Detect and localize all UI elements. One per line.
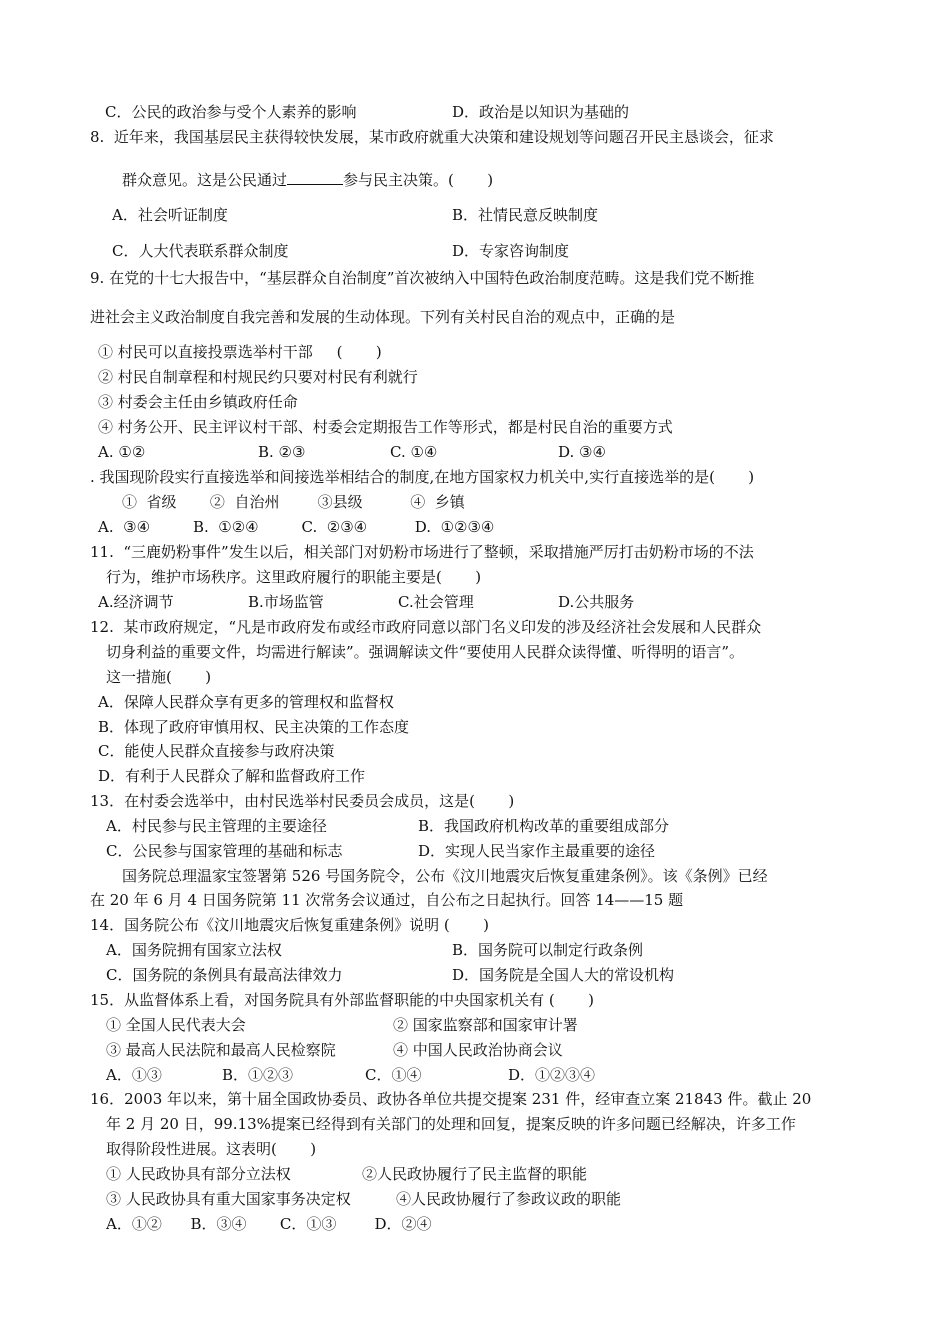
q12-stem-line1: 12. 某市政府规定，“凡是市政府发布或经市政府同意以部门名义印发的涉及经济社会发展和人民群众 xyxy=(90,618,762,636)
q9-item-3: ③ 村委会主任由乡镇政府任命 xyxy=(98,393,298,411)
passage-line2: 在 20 年 6 月 4 日国务院第 11 次常务会议通过，自公布之日起执行。回答 14——15 题 xyxy=(90,891,684,909)
q7-option-c: C．公民的政治参与受个人素养的影响 xyxy=(105,103,357,121)
q16-item-3: ③ 人民政协具有重大国家事务决定权 xyxy=(106,1190,351,1208)
q15-option-d: D．①②③④ xyxy=(508,1066,596,1084)
q13-option-a: A．村民参与民主管理的主要途径 xyxy=(106,817,327,835)
q9-stem-line2: 进社会主义政治制度自我完善和发展的生动体现。下列有关村民自治的观点中，正确的是 xyxy=(90,308,676,326)
q15-option-a: A．①③ xyxy=(106,1066,162,1084)
q8-answer-blank xyxy=(287,170,343,185)
q9-option-a: A. ①② xyxy=(98,443,146,461)
q11-option-c: C.社会管理 xyxy=(398,593,474,611)
q15-item-3: ③ 最高人民法院和最高人民检察院 xyxy=(106,1041,336,1059)
q13-option-d: D．实现人民当家作主最重要的途径 xyxy=(418,842,656,860)
q13-option-b: B．我国政府机构改革的重要组成部分 xyxy=(418,817,670,835)
q8-option-d: D．专家咨询制度 xyxy=(452,242,570,260)
q9-stem-line1: 9. 在党的十七大报告中，“基层群众自治制度”首次被纳入中国特色政治制度范畴。这是我们党不断推 xyxy=(90,269,755,287)
q8-stem-line2 xyxy=(122,170,493,190)
q15-option-c: C．①④ xyxy=(365,1066,422,1084)
q9-item-1: ① 村民可以直接投票选举村干部 ( ) xyxy=(98,343,382,361)
q14-stem: 14．国务院公布《汶川地震灾后恢复重建条例》说明 ( ) xyxy=(90,916,489,934)
q7-option-d: D．政治是以知识为基础的 xyxy=(452,103,630,121)
q16-item-4: ④人民政协履行了参政议政的职能 xyxy=(396,1190,622,1208)
q12-option-d: D．有利于人民群众了解和监督政府工作 xyxy=(98,767,366,785)
q11-stem-line2: 行为，维护市场秩序。这里政府履行的职能主要是( ) xyxy=(106,568,482,586)
q13-stem: 13．在村委会选举中，由村民选举村民委员会成员，这是( ) xyxy=(90,792,515,810)
q8-option-a: A．社会听证制度 xyxy=(112,206,228,224)
q11-stem-line1: 11. “三鹿奶粉事件”发生以后，相关部门对奶粉市场进行了整顿，采取措施严厉打击奶粉市场的不法 xyxy=(90,543,754,561)
q9-item-2: ② 村民自制章程和村规民约只要对村民有利就行 xyxy=(98,368,418,386)
q13-option-c: C．公民参与国家管理的基础和标志 xyxy=(106,842,343,860)
q16-stem-line2: 年 2 月 20 日，99.13%提案已经得到有关部门的处理和回复，提案反映的许多问题已经解决，许多工作 xyxy=(106,1115,796,1133)
q9-option-b: B. ②③ xyxy=(258,443,306,461)
q15-item-2: ② 国家监察部和国家审计署 xyxy=(393,1016,578,1034)
q16-stem-line3: 取得阶段性进展。这表明( ) xyxy=(106,1140,317,1158)
q10-items: ① 省级 ② 自治州 ③县级 ④ 乡镇 xyxy=(122,493,465,511)
q8-stem-part2: 参与民主决策。( ) xyxy=(343,171,494,189)
q9-option-d: D. ③④ xyxy=(558,443,606,461)
q14-option-c: C．国务院的条例具有最高法律效力 xyxy=(106,966,343,984)
q11-option-a: A.经济调节 xyxy=(98,593,174,611)
q14-option-a: A．国务院拥有国家立法权 xyxy=(106,941,282,959)
q8-stem-part1: 群众意见。这是公民通过 xyxy=(122,171,288,189)
q9-option-c: C. ①④ xyxy=(390,443,438,461)
q9-item-4: ④ 村务公开、民主评议村干部、村委会定期报告工作等形式，都是村民自治的重要方式 xyxy=(98,418,673,436)
q15-item-4: ④ 中国人民政治协商会议 xyxy=(393,1041,563,1059)
q11-option-d: D.公共服务 xyxy=(558,593,635,611)
q15-item-1: ① 全国人民代表大会 xyxy=(106,1016,246,1034)
q15-stem: 15．从监督体系上看，对国务院具有外部监督职能的中央国家机关有 ( ) xyxy=(90,991,594,1009)
q16-stem-line1: 16．2003 年以来，第十届全国政协委员、政协各单位共提交提案 231 件，经审查立案 21843 件。截止 20 xyxy=(90,1090,812,1108)
q8-option-b: B．社情民意反映制度 xyxy=(452,206,599,224)
q16-options: A．①② B．③④ C．①③ D．②④ xyxy=(106,1215,432,1233)
passage-line1: 国务院总理温家宝签署第 526 号国务院令，公布《汶川地震灾后恢复重建条例》。该《条例》已经 xyxy=(122,867,768,885)
q12-stem-line3: 这一措施( ) xyxy=(106,668,212,686)
q12-stem-line2: 切身利益的重要文件，均需进行解读”。强调解读文件“要使用人民群众读得懂、听得明的语言”。 xyxy=(106,643,745,661)
q14-option-d: D．国务院是全国人大的常设机构 xyxy=(452,966,675,984)
q10-stem: . 我国现阶段实行直接选举和间接选举相结合的制度,在地方国家权力机关中,实行直接选举的是( ) xyxy=(90,468,755,486)
q14-option-b: B．国务院可以制定行政条例 xyxy=(452,941,644,959)
q16-item-2: ②人民政协履行了民主监督的职能 xyxy=(362,1165,588,1183)
q12-option-b: B．体现了政府审慎用权、民主决策的工作态度 xyxy=(98,718,410,736)
q8-option-c: C．人大代表联系群众制度 xyxy=(112,242,289,260)
q16-item-1: ① 人民政协具有部分立法权 xyxy=(106,1165,291,1183)
q10-options: A. ③④ B. ①②④ C. ②③④ D. ①②③④ xyxy=(98,518,495,536)
q8-stem-line1: 8. 近年来，我国基层民主获得较快发展，某市政府就重大决策和建设规划等问题召开民主恳谈会，征求 xyxy=(90,128,774,146)
q12-option-a: A．保障人民群众享有更多的管理权和监督权 xyxy=(98,693,394,711)
q15-option-b: B．①②③ xyxy=(222,1066,294,1084)
q12-option-c: C．能使人民群众直接参与政府决策 xyxy=(98,742,335,760)
q11-option-b: B.市场监管 xyxy=(248,593,324,611)
